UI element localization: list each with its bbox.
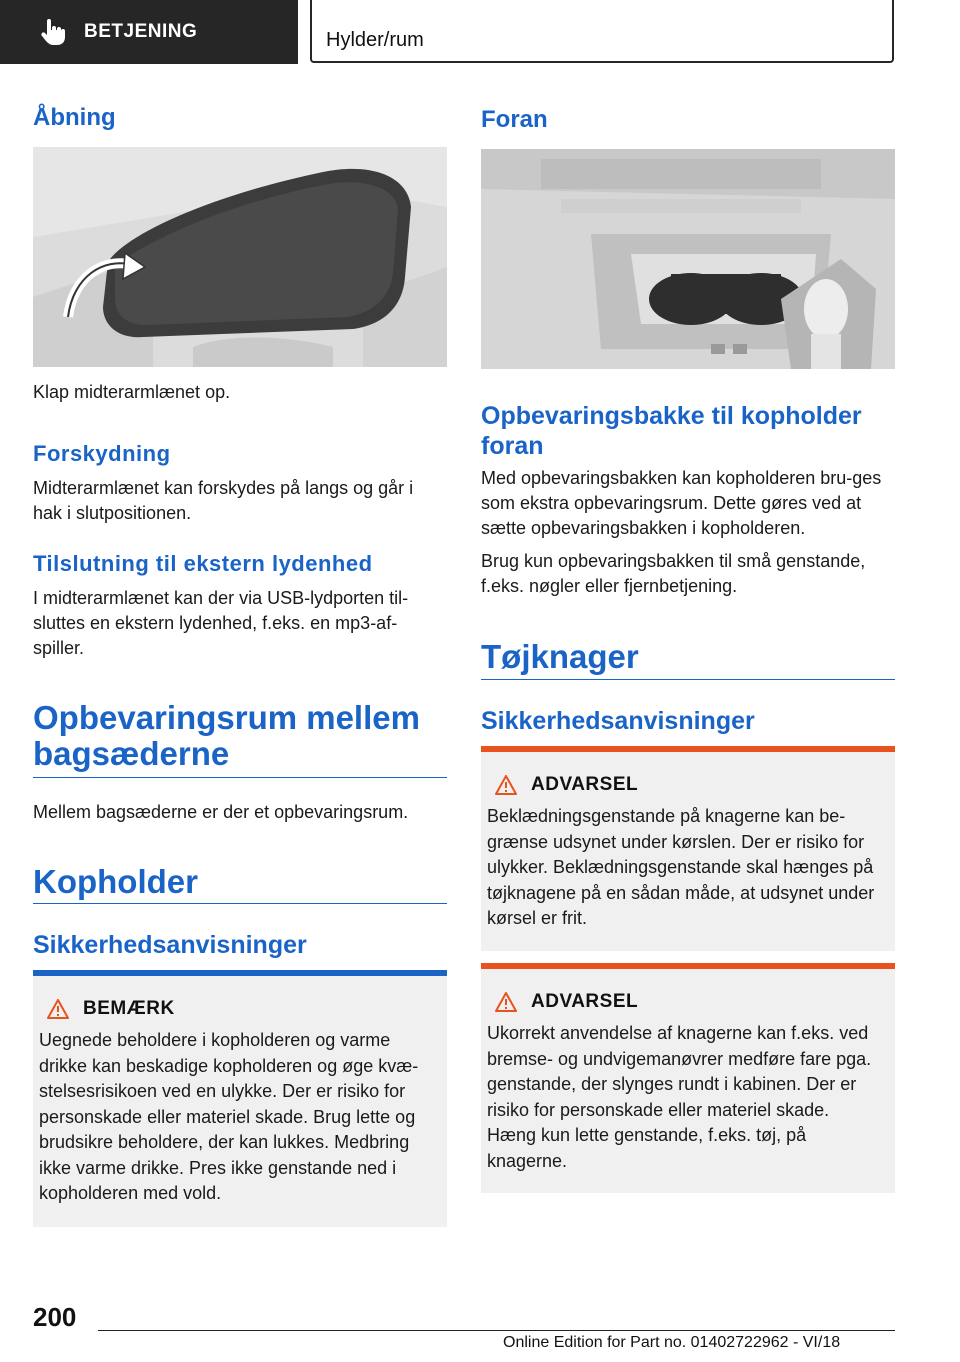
sikkerhed-heading-right: Sikkerhedsanvisninger	[481, 707, 755, 735]
page-number: 200	[33, 1302, 77, 1332]
warning-box	[481, 963, 895, 1193]
tojknager-heading: Tøjknager	[481, 638, 639, 675]
warning-text: Ukorrekt anvendelse af knagerne kan f.eks. ved bremse- og undvigemanøvrer medføre fare pga. genstande, der slynges rundt i kabinen. Der er risiko for personskade eller materiel skade. Hæng kun lette genstande, f.eks. tøj, på knagerne.	[487, 1023, 872, 1171]
caution-label: BEMÆRK	[83, 998, 175, 1019]
warning-triangle-icon	[495, 775, 517, 795]
warning-label: ADVARSEL	[531, 774, 639, 795]
section-title: BETJENING	[84, 21, 198, 42]
footer-rule	[98, 1330, 895, 1331]
warning-bar	[481, 963, 895, 969]
pointing-hand-icon	[38, 18, 66, 46]
footer-edition: Online Edition for Part no. 01402722962 - VI/18	[503, 1334, 841, 1351]
bakke-heading	[481, 401, 895, 461]
opbevaring-heading-line-2: bagsæderne	[33, 735, 230, 772]
opbevaring-heading	[33, 700, 447, 772]
warning-bar	[481, 746, 895, 752]
caution-bar	[33, 970, 447, 976]
section-rule	[33, 903, 447, 904]
forskydning-heading: Forskydning	[33, 441, 171, 466]
bakke-heading-line-2: foran	[481, 432, 544, 460]
bakke-heading-line-1: Opbevaringsbakke til kopholder	[481, 402, 862, 430]
warning-box	[481, 746, 895, 951]
cupholder-photo	[481, 149, 895, 369]
warning-triangle-icon	[47, 999, 69, 1019]
chapter-tab	[310, 0, 894, 63]
section-tab	[0, 0, 298, 64]
kopholder-heading: Kopholder	[33, 863, 198, 900]
chapter-title: Hylder/rum	[326, 29, 424, 51]
warning-text: Beklædningsgenstande på knagerne kan be-grænse udsynet under kørslen. Der er risiko for ulykker. Beklædningsgenstande skal hænges på tøjknagene på en sådan måde, at udsynet under kørsel er frit.	[487, 806, 875, 928]
bakke-text-2: Brug kun opbevaringsbakken til små genstande, f.eks. nøgler eller fjernbetjening.	[481, 551, 866, 596]
tilslutning-text: I midterarmlænet kan der via USB-lydporten til-sluttes en ekstern lydenhed, f.eks. en mp3-af-spiller.	[33, 588, 409, 658]
armrest-photo	[33, 147, 447, 367]
opbevaring-text: Mellem bagsæderne er der et opbevaringsrum.	[33, 802, 409, 822]
warning-header	[495, 774, 895, 796]
sikkerhed-heading-left: Sikkerhedsanvisninger	[33, 931, 307, 959]
abning-caption: Klap midterarmlænet op.	[33, 382, 231, 402]
caution-text: Uegnede beholdere i kopholderen og varme drikke kan beskadige kopholderen og øge kvæ-stelsesrisikoen ved en ulykke. Der er risiko for personskade eller materiel skade. Brug lette og brudsikre beholdere, der kan lukkes. Medbring ikke varme drikke. Pres ikke genstande ned i kopholderen med vold.	[39, 1030, 419, 1203]
warning-triangle-icon	[495, 992, 517, 1012]
foran-heading: Foran	[481, 106, 548, 133]
opbevaring-heading-line-1: Opbevaringsrum mellem	[33, 699, 420, 736]
forskydning-text: Midterarmlænet kan forskydes på langs og går i hak i slutpositionen.	[33, 478, 414, 523]
section-rule	[481, 679, 895, 680]
warning-header	[495, 991, 895, 1013]
warning-label: ADVARSEL	[531, 991, 639, 1012]
bakke-text-1: Med opbevaringsbakken kan kopholderen bru-ges som ekstra opbevaringsrum. Dette gøres ved at sætte opbevaringsbakken i kopholderen.	[481, 468, 882, 538]
abning-heading: Åbning	[33, 104, 116, 131]
caution-header	[47, 998, 447, 1020]
section-rule	[33, 777, 447, 778]
tilslutning-heading: Tilslutning til ekstern lydenhed	[33, 551, 373, 576]
caution-box	[33, 970, 447, 1227]
